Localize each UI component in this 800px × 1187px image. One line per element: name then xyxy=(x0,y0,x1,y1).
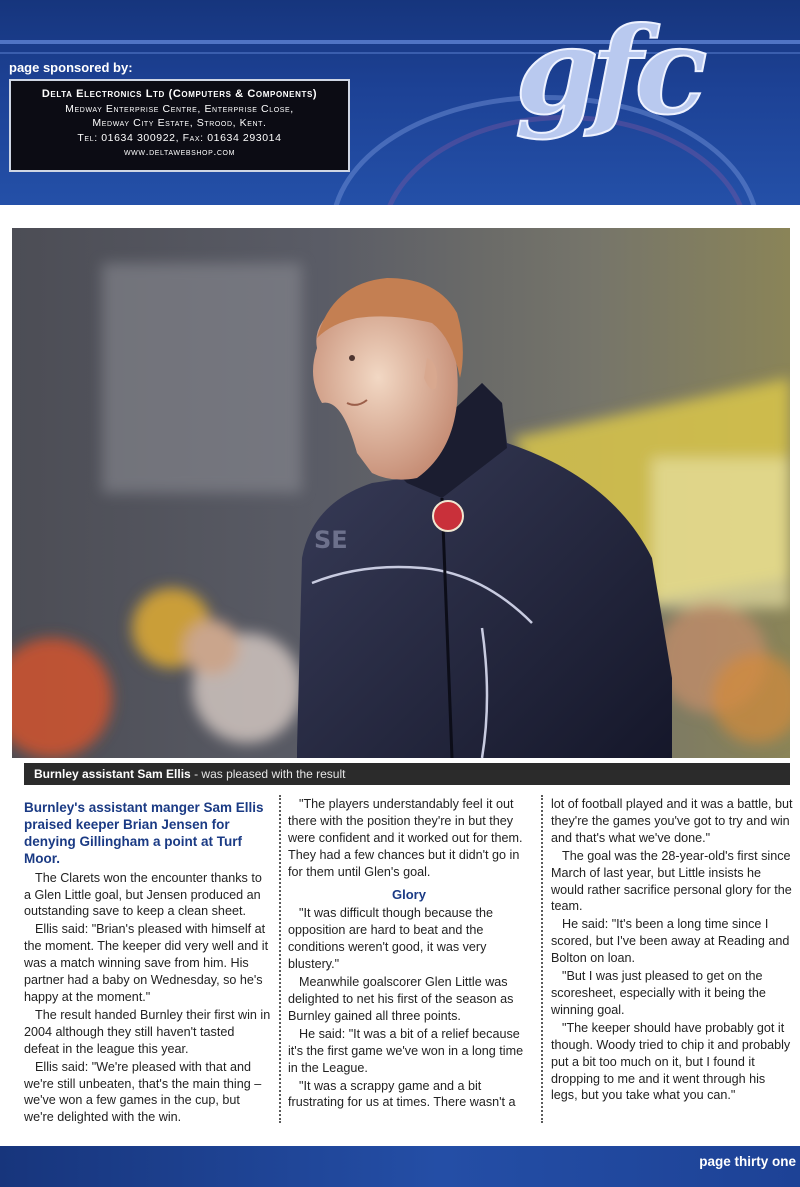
sponsor-label: page sponsored by: xyxy=(9,60,133,75)
paragraph: "It was difficult though because the opposition are hard to beat and the conditions weren't good, it was very blustery." xyxy=(288,906,493,972)
sponsor-address-line1: Medway Enterprise Centre, Enterprise Close, xyxy=(65,102,294,115)
paragraph: Ellis said: "We're pleased with that and we're still unbeaten, that's the main thing – we've won a few games in the cup, but we're delighted with the win. xyxy=(24,1059,262,1125)
caption-description: - was pleased with the result xyxy=(190,767,346,781)
paragraph: "The keeper should have probably got it though. Woody tried to chip it and probably put a bit too much on it, but I found it dropping to me and it went through his legs, but you take what you can." xyxy=(551,1020,791,1103)
page-footer xyxy=(0,1146,800,1187)
paragraph: The Clarets won the encounter thanks to a Glen Little goal, but Jensen produced an outstanding save to keep a clean sheet. xyxy=(24,870,262,919)
article-column-3 xyxy=(551,796,794,1105)
club-logo-text: gfc xyxy=(515,18,700,142)
paragraph: He said: "It was a bit of a relief because it's the first game we've won in a long time in the League. xyxy=(288,1026,524,1075)
sponsor-address-line2: Medway City Estate, Strood, Kent. xyxy=(92,117,267,129)
sponsor-website: www.deltawebshop.com xyxy=(123,146,236,158)
paragraph: The result handed Burnley their first win in 2004 although they still haven't tasted defeat in the league this year. xyxy=(24,1007,271,1056)
article-standfirst: Burnley's assistant manger Sam Ellis praised keeper Brian Jensen for denying Gillingham a point at Turf Moor. xyxy=(24,800,264,866)
svg-text:SE: SE xyxy=(314,526,348,554)
column-divider xyxy=(541,795,543,1123)
page-number: page thirty one xyxy=(699,1154,796,1169)
paragraph: "It was a scrappy game and a bit frustrating for us at times. There wasn't a xyxy=(288,1078,516,1110)
column-divider xyxy=(279,795,281,1123)
paragraph: He said: "It's been a long time since I scored, but I've been away at Reading and Bolton on loan. xyxy=(551,917,790,966)
article-column-2 xyxy=(288,796,530,1112)
photo-sam-ellis xyxy=(12,228,790,758)
paragraph: Ellis said: "Brian's pleased with himself at the moment. The keeper did very well and it was a match winning save from him. His partner had a baby on Wednesday, so he's happy at the moment." xyxy=(24,922,269,1004)
photo-caption xyxy=(24,763,790,785)
paragraph: Meanwhile goalscorer Glen Little was delighted to net his first of the season as Burnley gained all three points. xyxy=(288,975,514,1023)
sponsor-phone: Tel: 01634 300922, Fax: 01634 293014 xyxy=(77,131,282,144)
caption-name: Burnley assistant Sam Ellis xyxy=(34,767,191,781)
article-subheading: Glory xyxy=(392,886,426,902)
paragraph: "But I was just pleased to get on the scoresheet, especially with it being the winning goal. xyxy=(551,969,766,1017)
sponsor-company: Delta Electronics Ltd (Computers & Components) xyxy=(41,88,318,100)
article-column-1 xyxy=(24,800,272,1127)
paragraph: lot of football played and it was a battle, but they're the games you've got to try and win and that's what we've done." xyxy=(551,797,793,845)
club-logo xyxy=(515,18,795,168)
sponsor-box xyxy=(9,79,350,172)
paragraph: "The players understandably feel it out there with the position they're in but they were confident and it worked out for them. They had a few chances but it didn't go in for them until Glen's goal. xyxy=(288,797,523,879)
paragraph: The goal was the 28-year-old's first since March of last year, but Little insists he would rather sacrifice personal glory for the team. xyxy=(551,848,792,914)
page-header xyxy=(0,0,800,205)
